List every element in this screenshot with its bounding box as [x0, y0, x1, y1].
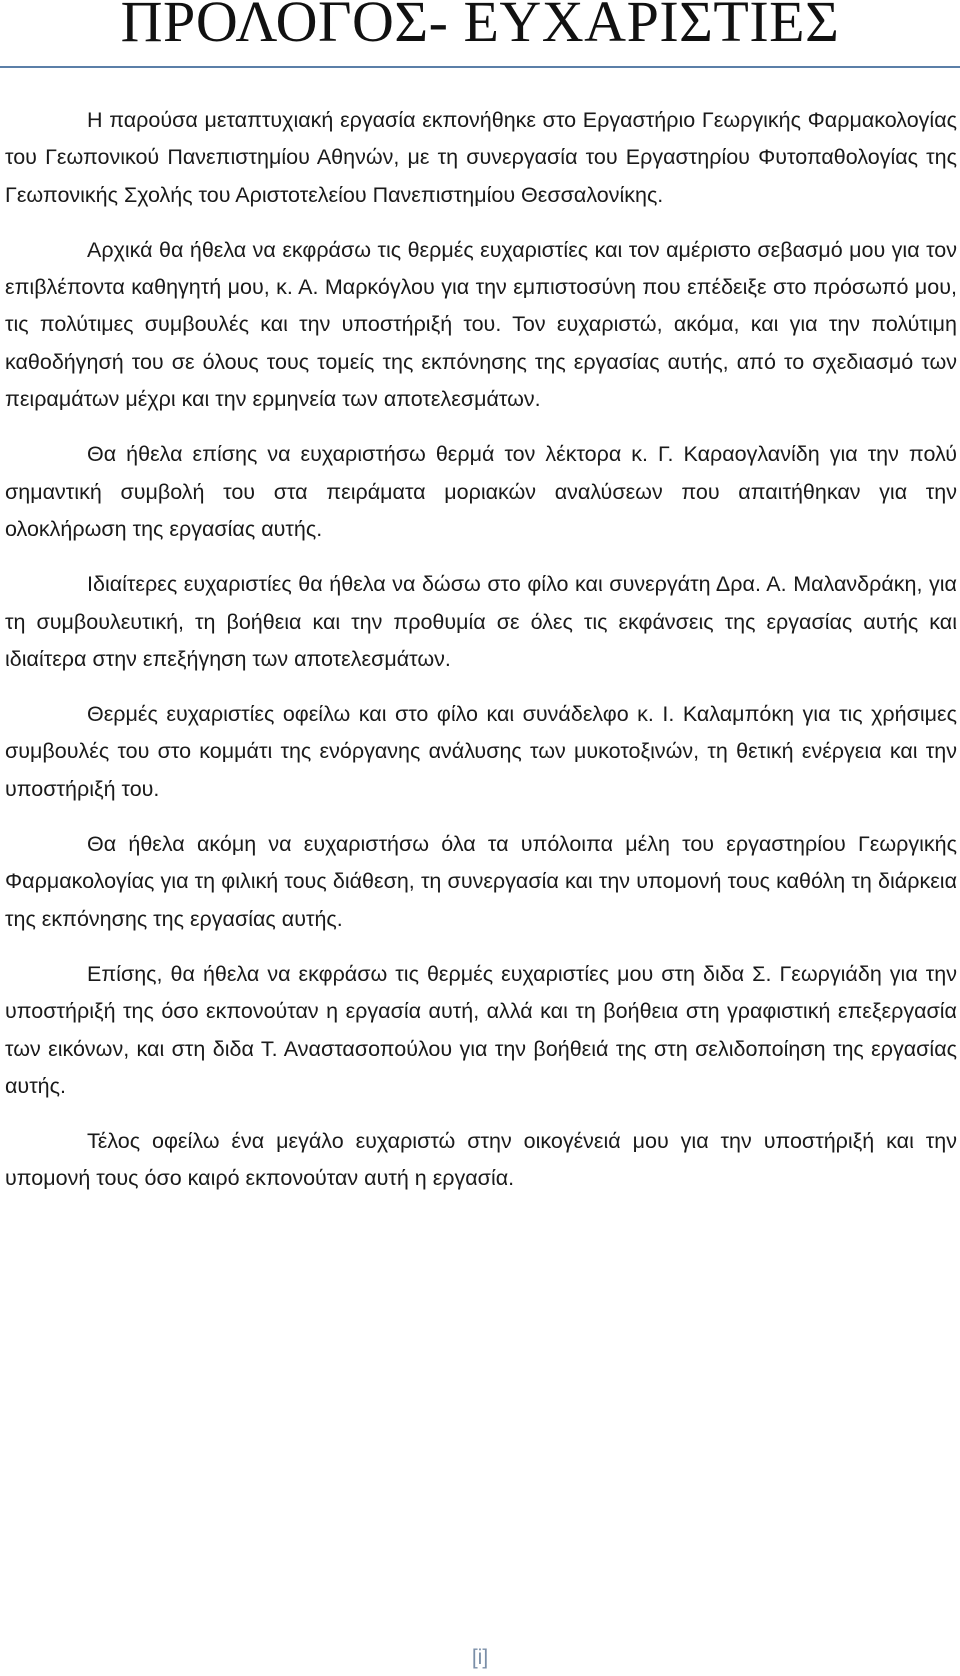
paragraph-1: Η παρούσα μεταπτυχιακή εργασία εκπονήθηκε στο Εργαστήριο Γεωργικής Φαρμακολογίας του Γεωπονικού Πανεπιστημίου Αθηνών, με τη συνεργασία του Εργαστηρίου Φυτοπαθολογίας της Γεωπονικής Σχολής του Αριστοτελείου Πανεπιστημίου Θεσσαλονίκης. [5, 108, 957, 207]
paragraph-6: Θα ήθελα ακόμη να ευχαριστήσω όλα τα υπόλοιπα μέλη του εργαστηρίου Γεωργικής Φαρμακολογίας για τη φιλική τους διάθεση, τη συνεργασία και την υπομονή τους καθόλη τη διάρκεια της εκπόνησης της εργασίας αυτής. [5, 832, 957, 931]
paragraph-8: Τέλος οφείλω ένα μεγάλο ευχαριστώ στην οικογένειά μου για την υποστήριξή και την υπομονή τους όσο καιρό εκπονούταν αυτή η εργασία. [5, 1129, 957, 1191]
paragraph-2: Αρχικά θα ήθελα να εκφράσω τις θερμές ευχαριστίες και τον αμέριστο σεβασμό μου για τον επιβλέποντα καθηγητή μου, κ. Α. Μαρκόγλου για την εμπιστοσύνη που επέδειξε στο πρόσωπό μου, τις πολύτιμες συμβουλές και την υποστήριξή του. Τον ευχαριστώ, ακόμα, και για την πολύτιμη καθοδήγησή του σε όλους τους τομείς της εκπόνησης της εργασίας αυτής, από το σχεδιασμό των πειραμάτων μέχρι και την ερμηνεία των αποτελεσμάτων. [5, 237, 957, 412]
page-number: [i] [471, 1646, 489, 1669]
paragraph-5: Θερμές ευχαριστίες οφείλω και στο φίλο και συνάδελφο κ. Ι. Καλαμπόκη για τις χρήσιμες συμβουλές του στο κομμάτι της ενόργανης ανάλυσης των μυκοτοξινών, τη θετική ενέργεια και την υποστήριξή του. [5, 702, 957, 801]
paragraph-4: Ιδιαίτερες ευχαριστίες θα ήθελα να δώσω στο φίλο και συνεργάτη Δρα. Α. Μαλανδράκη, για τη συμβουλευτική, τη βοήθεια και την προθυμία σε όλες τις εκφάνσεις της εργασίας αυτής και ιδιαίτερα στην επεξήγηση των αποτελεσμάτων. [5, 572, 957, 671]
paragraph-7: Επίσης, θα ήθελα να εκφράσω τις θερμές ευχαριστίες μου στη διδα Σ. Γεωργιάδη για την υποστήριξή της όσο εκπονούταν η εργασία αυτή, αλλά και τη βοήθεια στη γραφιστική επεξεργασία των εικόνων, και στη διδα Τ. Αναστασοπούλου για την βοήθειά της στη σελιδοποίηση της εργασίας αυτής. [5, 961, 957, 1098]
paragraph-3: Θα ήθελα επίσης να ευχαριστήσω θερμά τον λέκτορα κ. Γ. Καραογλανίδη για την πολύ σημαντική συμβολή του στα πειράματα μοριακών αναλύσεων που απαιτήθηκαν για την ολοκλήρωση της εργασίας αυτής. [5, 442, 957, 541]
document-body [5, 102, 957, 1216]
page-title: ΠΡΟΛΟΓΟΣ- ΕΥΧΑΡΙΣΤΙΕΣ [120, 0, 840, 54]
title-underline [0, 66, 960, 68]
